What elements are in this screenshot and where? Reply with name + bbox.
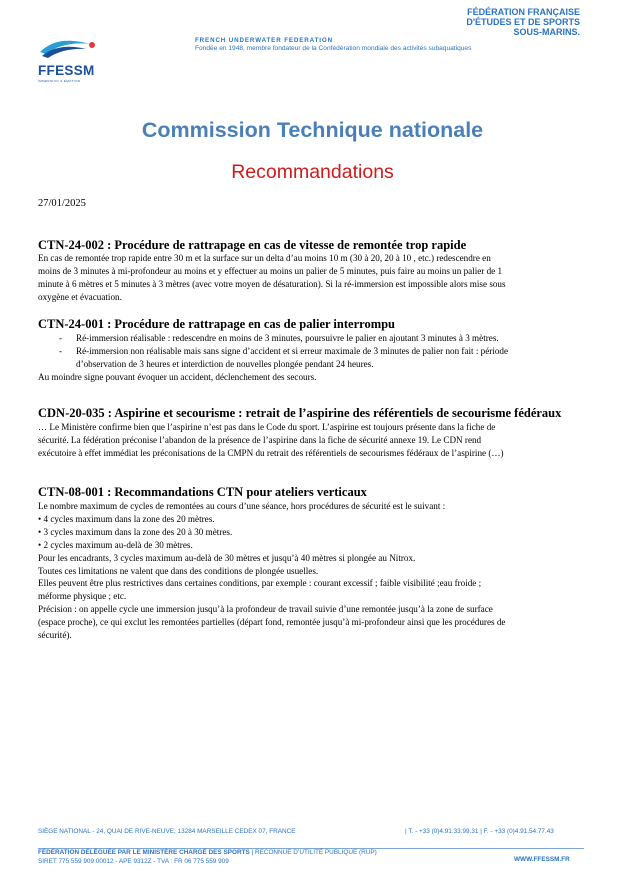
body-line: • 3 cycles maximum dans la zone des 20 à 30 mètres. xyxy=(38,526,233,537)
body-line: exécutoire à effet immédiat les préconisations de la CMPN du retrait des référentiels de secourismes fédéraux de l’aspirine (…) xyxy=(38,447,504,458)
body-line: • 4 cycles maximum dans la zone des 20 mètres. xyxy=(38,513,215,524)
body-line: minute à 6 mètres et 5 minutes à 3 mètres (avec votre moyen de désaturation). Si la ré-immersion est impossible alors mise sous xyxy=(38,278,506,289)
body-line: En cas de remontée trop rapide entre 30 m et la surface sur un delta d’au moins 10 m (30 à 20, 20 à 10 , etc.) redescendre en xyxy=(38,253,491,263)
body-line: oxygène et évacuation. xyxy=(38,291,122,302)
section-body xyxy=(38,332,583,384)
federation-founded-text: Fondée en 1948, membre fondateur de la Confédération mondiale des activités subaquatiques xyxy=(195,45,472,52)
commission-title: Commission Technique nationale xyxy=(141,118,484,142)
dash-bullet: - xyxy=(59,345,63,356)
federation-name-line: D'ÉTUDES ET DE SPORTS xyxy=(466,17,580,27)
body-line: Le nombre maximum de cycles de remontées au cours d’une séance, hors procédures de sécurité est le suivant : xyxy=(38,501,446,511)
section-body xyxy=(38,421,583,460)
footer-address: SIÈGE NATIONAL - 24, QUAI DE RIVE-NEUVE, 13284 MARSEILLE CEDEX 07, FRANCE xyxy=(38,828,296,835)
footer-delegation xyxy=(38,849,377,856)
list-item-text: d’observation de 3 heures et interdiction de nouvelles plongée pendant 24 heures. xyxy=(76,358,374,369)
document-date: 27/01/2025 xyxy=(38,198,86,209)
section-title: CTN-08-001 : Recommandations CTN pour ateliers verticaux xyxy=(38,485,367,499)
body-line: … Le Ministère confirme bien que l’aspirine n’est pas dans le Code du sport. L’aspirine est toujours présente dans la fiche de xyxy=(38,422,496,432)
body-line: Au moindre signe pouvant évoquer un accident, déclenchement des secours. xyxy=(38,371,317,382)
federation-english-name: FRENCH UNDERWATER FEDERATION xyxy=(195,37,333,44)
section-title: CTN-24-002 : Procédure de rattrapage en cas de vitesse de remontée trop rapide xyxy=(38,238,467,252)
section-title: CTN-24-001 : Procédure de rattrapage en cas de palier interrompu xyxy=(38,317,396,331)
footer-delegation-rest: | RECONNUE D’UTILITÉ PUBLIQUE (RUP) xyxy=(249,849,377,856)
list-item-continuation xyxy=(38,358,583,371)
section-body xyxy=(38,500,583,642)
list-item-text: Ré-immersion non réalisable mais sans signe d’accident et si erreur maximale de 3 minutes de palier non fait : période xyxy=(76,345,509,356)
logo-text: FFESSM xyxy=(38,63,95,78)
federation-name-line: FÉDÉRATION FRANÇAISE xyxy=(467,7,580,17)
footer-phone: | T. - +33 (0)4.91.33.99.31 | F. - +33 (0)4.91.54.77.43 xyxy=(405,828,554,835)
federation-name-line: SOUS-MARINS. xyxy=(513,27,580,37)
body-line: Elles peuvent être plus restrictives dans certaines conditions, par exemple : courant excessif ; faible visibilité ;eau froide ; xyxy=(38,578,482,589)
body-line: sécurité. La fédération préconise l’abandon de la présence de l’aspirine dans la fiche de sécurité annexe 19. Le CDN rend xyxy=(38,434,482,445)
document-title: Recommandations xyxy=(231,161,394,183)
list-item xyxy=(38,345,583,358)
body-line: sécurité). xyxy=(38,630,72,641)
body-line: Toutes ces limitations ne valent que dans des conditions de plongée usuelles. xyxy=(38,565,319,576)
footer-delegation-bold: FÉDÉRATION DÉLÉGUÉE PAR LE MINISTÈRE CHARGÉ DES SPORTS xyxy=(38,849,250,856)
federation-name xyxy=(466,7,580,37)
body-line: • 2 cycles maximum au-delà de 30 mètres. xyxy=(38,539,193,550)
list-item xyxy=(38,332,583,345)
list-item-text: Ré-immersion réalisable : redescendre en moins de 3 minutes, poursuivre le palier en ajoutant 3 minutes à 3 mètres. xyxy=(76,333,499,343)
body-line: Précision : on appelle cycle une immersion jusqu’à la profondeur de travail suivie d’une remontée jusqu’à la zone de surface xyxy=(38,604,493,615)
logo-subtitle: IMMERSION & EMOTION xyxy=(38,79,81,83)
section-body xyxy=(38,252,583,304)
section-title: CDN-20-035 : Aspirine et secourisme : retrait de l’aspirine des référentiels de secourisme fédéraux xyxy=(38,406,562,420)
dash-bullet: - xyxy=(59,333,63,343)
footer-siret: SIRET 775 559 909 00012 - APE 9312Z - TVA : FR 06 775 559 909 xyxy=(38,858,229,865)
footer-website-link[interactable]: WWW.FFESSM.FR xyxy=(514,856,570,863)
body-line: moins de 3 minutes à mi-profondeur au moins et y effectuer au moins un palier de 5 minutes, puis faire au moins un palier de 1 xyxy=(38,265,503,276)
body-line: (espace proche), ce qui exclut les remontées partielles (départ fond, remontée jusqu’à mi-profondeur ainsi que les procédures de xyxy=(38,617,506,628)
body-line: Pour les encadrants, 3 cycles maximum au-delà de 30 mètres et jusqu’à 40 mètres si plongée au Nitrox. xyxy=(38,552,416,563)
body-line: méforme physique ; etc. xyxy=(38,591,127,602)
